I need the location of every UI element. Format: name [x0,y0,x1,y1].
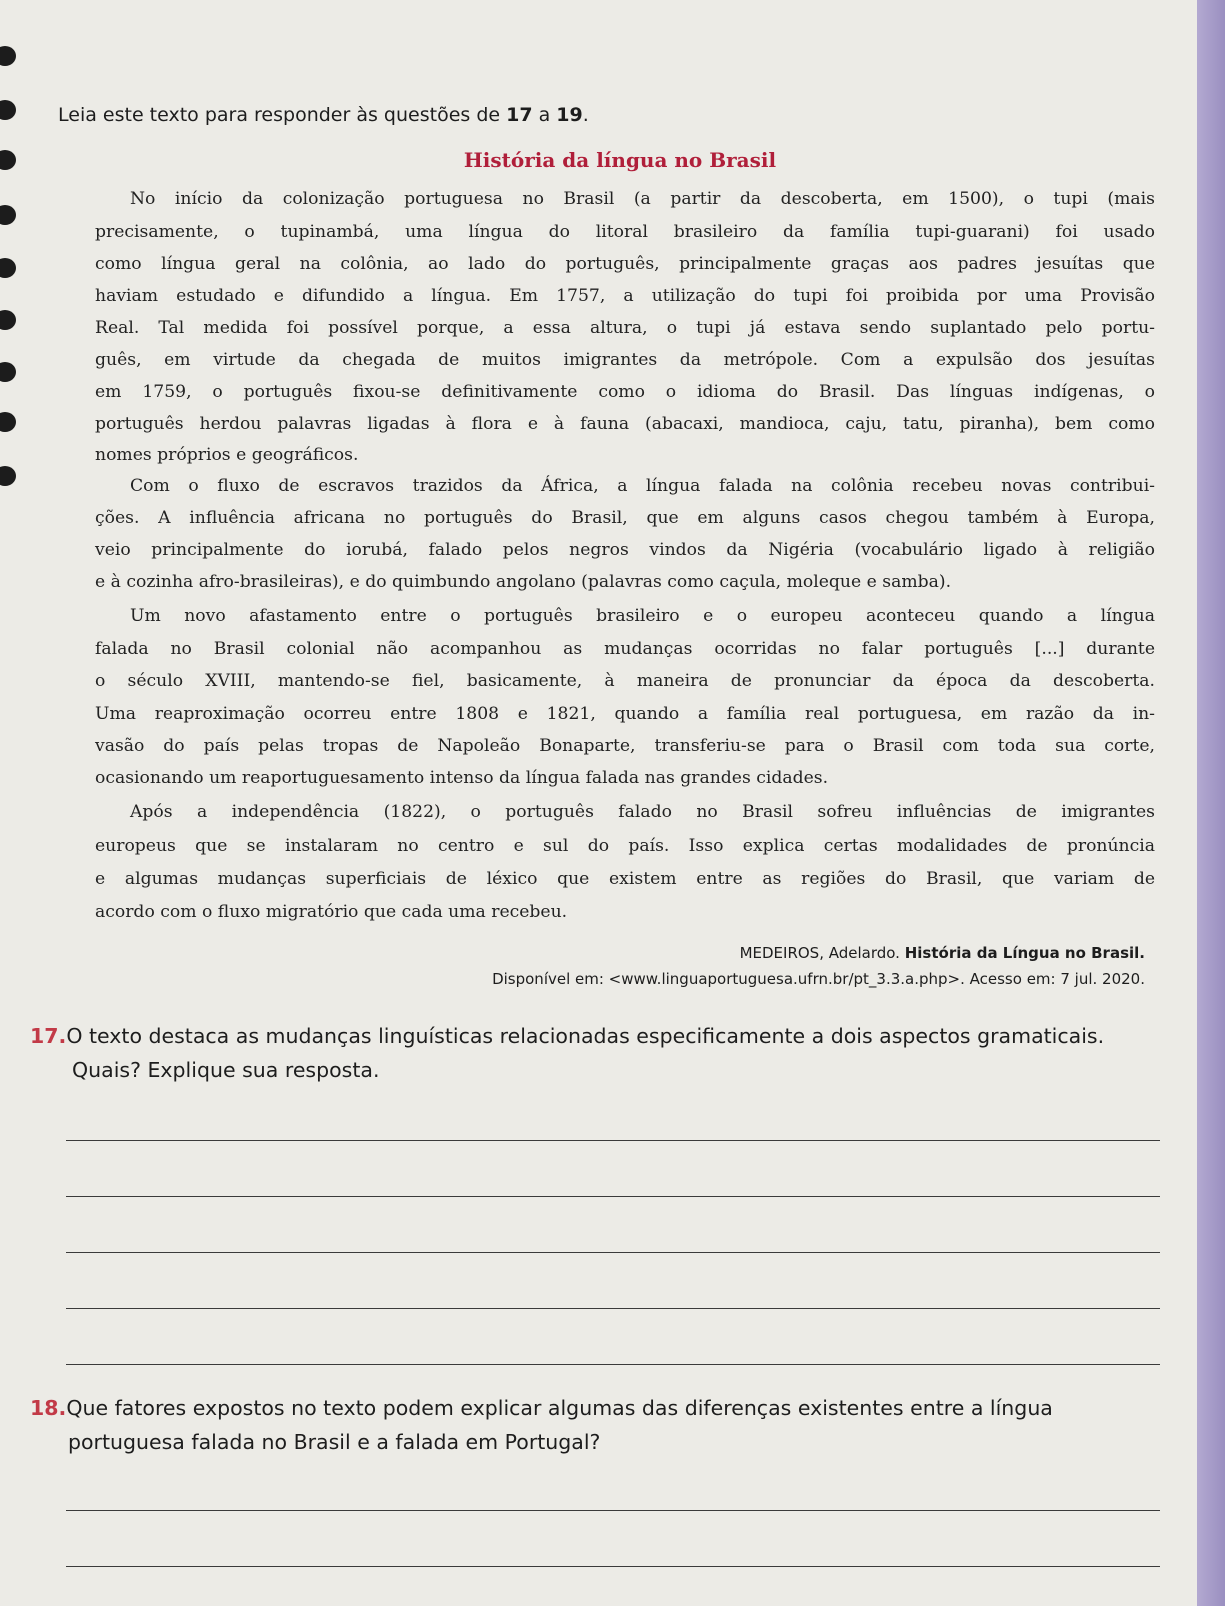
article-line: em 1759, o português fixou-se definitivamente como o idioma do Brasil. Das línguas indígenas, o [95,382,1155,402]
answer-line[interactable] [66,1364,1160,1365]
answer-line[interactable] [66,1140,1160,1141]
binding-ring [0,100,16,120]
article-title: História da língua no Brasil [463,148,777,172]
answer-line[interactable] [66,1308,1160,1309]
binding-ring [0,205,16,225]
source-credit-work: História da Língua no Brasil. [904,944,1145,962]
article-line: precisamente, o tupinambá, uma língua do litoral brasileiro da família tupi-guarani) foi usado [95,222,1155,242]
article-line: e algumas mudanças superficiais de léxico que existem entre as regiões do Brasil, que variam de [95,869,1155,889]
question-18-text-cont: portuguesa falada no Brasil e a falada em Portugal? [68,1430,601,1454]
binding-ring [0,258,16,278]
answer-line[interactable] [66,1252,1160,1253]
answer-line[interactable] [66,1196,1160,1197]
article-line: Após a independência (1822), o português falado no Brasil sofreu influências de imigrantes [130,802,1155,822]
article-line: Real. Tal medida foi possível porque, a essa altura, o tupi já estava sendo suplantado pelo portu- [95,318,1155,338]
binding-ring [0,466,16,486]
binding-ring [0,412,16,432]
article-line: e à cozinha afro-brasileiras), e do quimbundo angolano (palavras como caçula, moleque e samba). [95,572,952,592]
source-credit-author: MEDEIROS, Adelardo. História da Língua no Brasil. [739,944,1145,962]
article-line: acordo com o fluxo migratório que cada uma recebeu. [95,902,568,922]
question-17-text: 17.O texto destaca as mudanças linguísticas relacionadas especificamente a dois aspectos gramaticais. [30,1024,1105,1048]
article-line: Com o fluxo de escravos trazidos da África, a língua falada na colônia recebeu novas contribui- [130,476,1155,496]
answer-line[interactable] [66,1566,1160,1567]
background-surface [1197,0,1225,1606]
binding-ring [0,310,16,330]
article-line: nomes próprios e geográficos. [95,445,359,465]
article-line: europeus que se instalaram no centro e sul do país. Isso explica certas modalidades de pronúncia [95,836,1155,856]
article-line: vasão do país pelas tropas de Napoleão Bonaparte, transferiu-se para o Brasil com toda sua corte, [95,736,1155,756]
article-line: guês, em virtude da chegada de muitos imigrantes da metrópole. Com a expulsão dos jesuítas [95,350,1155,370]
article-line: Uma reaproximação ocorreu entre 1808 e 1821, quando a família real portuguesa, em razão da in- [95,704,1155,724]
intro-instruction: Leia este texto para responder às questões de 17 a 19. [58,104,589,126]
article-line: o século XVIII, mantendo-se fiel, basicamente, à maneira de pronunciar da época da descoberta. [95,671,1155,691]
article-line: ções. A influência africana no português do Brasil, que em alguns casos chegou também à Europa, [95,508,1155,528]
article-line: haviam estudado e difundido a língua. Em 1757, a utilização do tupi foi proibida por uma Provisão [95,286,1155,306]
question-range-start: 17 [506,104,533,126]
question-17-text-cont: Quais? Explique sua resposta. [72,1058,380,1082]
article-line: ocasionando um reaportuguesamento intenso da língua falada nas grandes cidades. [95,768,829,788]
article-line: falada no Brasil colonial não acompanhou as mudanças ocorridas no falar português [...] durante [95,639,1155,659]
question-17-number: 17. [30,1024,67,1048]
article-line: veio principalmente do iorubá, falado pelos negros vindos da Nigéria (vocabulário ligado à religião [95,540,1155,560]
article-line: Um novo afastamento entre o português brasileiro e o europeu aconteceu quando a língua [130,606,1155,626]
binding-ring [0,46,16,66]
binding-ring [0,362,16,382]
article-line: como língua geral na colônia, ao lado do português, principalmente graças aos padres jesuítas que [95,254,1155,274]
article-line: No início da colonização portuguesa no Brasil (a partir da descoberta, em 1500), o tupi (mais [130,189,1155,209]
source-credit-url: Disponível em: <www.linguaportuguesa.ufrn.br/pt_3.3.a.php>. Acesso em: 7 jul. 2020. [492,970,1145,988]
question-range-end: 19 [556,104,583,126]
question-18-number: 18. [30,1396,67,1420]
question-18-text: 18.Que fatores expostos no texto podem explicar algumas das diferenças existentes entre a língua [30,1396,1053,1420]
answer-line[interactable] [66,1510,1160,1511]
article-line: português herdou palavras ligadas à flora e à fauna (abacaxi, mandioca, caju, tatu, piranha), bem como [95,414,1155,434]
